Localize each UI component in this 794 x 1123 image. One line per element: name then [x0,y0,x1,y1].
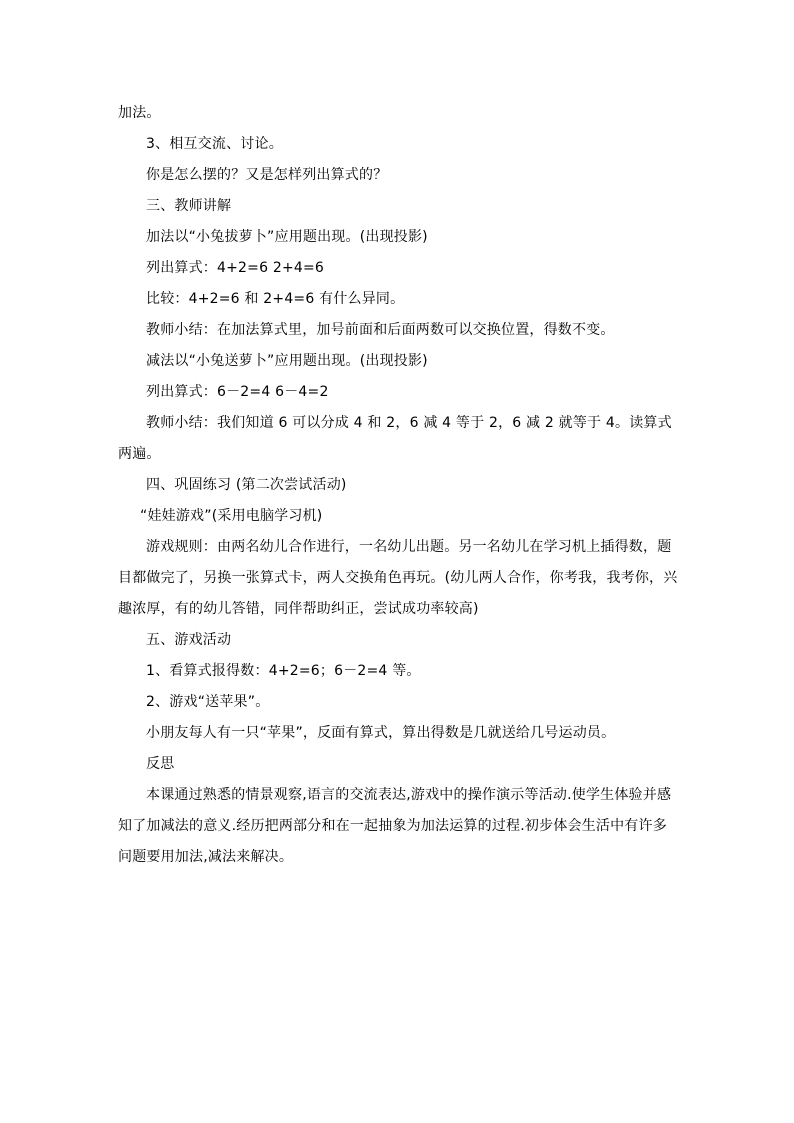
paragraph-addition-summary: 教师小结：在加法算式里，加号前面和后面两数可以交换位置，得数不变。 [146,322,615,338]
section-heading-game-activity: 五、游戏活动 [146,632,232,648]
paragraph-game-rules: 游戏规则：由两名幼儿合作进行，一名幼儿出题。另一名幼儿在学习机上插得数，题目都做完了，另换一张算式卡，两人交换角色再玩。(幼儿两人合作，你考我，我考你，兴趣浓厚，有的幼儿答错，同伴帮助纠正，尝试成功率较高) [118,539,678,617]
paragraph-question: 你是怎么摆的？又是怎样列出算式的？ [146,167,388,183]
paragraph-addition-problem: 加法以“小兔拔萝卜”应用题出现。(出现投影) [146,229,428,245]
paragraph-apple-game: 小朋友每人有一只“苹果”，反面有算式，算出得数是几就送给几号运动员。 [146,725,616,741]
paragraph-step-3: 3、相互交流、讨论。 [146,136,283,152]
paragraph-reflection: 本课通过熟悉的情景观察,语言的交流表达,游戏中的操作演示等活动.使学生体验并感知了加减法的意义.经历把两部分和在一起抽象为加法运算的过程.初步体会生活中有许多问题要用加法,减法来解决。 [118,787,672,865]
paragraph-doll-game: “娃娃游戏”(采用电脑学习机) [140,508,323,524]
paragraph-subtraction-problem: 减法以“小兔送萝卜”应用题出现。(出现投影) [146,353,428,369]
paragraph-continuation: 加法。 [118,105,161,121]
section-heading-reflection: 反思 [146,756,175,772]
section-heading-teacher-explanation: 三、教师讲解 [146,198,232,214]
paragraph-subtraction-summary: 教师小结：我们知道 6 可以分成 4 和 2，6 减 4 等于 2，6 减 2 就等于 4。读算式两遍。 [118,415,672,462]
paragraph-addition-formula: 列出算式：4+2=6 2+4=6 [146,260,325,276]
section-heading-consolidation: 四、巩固练习 (第二次尝试活动) [146,477,347,493]
paragraph-activity-1: 1、看算式报得数：4+2=6；6－2=4 等。 [146,663,421,679]
document-body [118,98,678,873]
paragraph-activity-2: 2、游戏“送苹果”。 [146,694,270,710]
paragraph-compare: 比较：4+2=6 和 2+4=6 有什么异同。 [146,291,405,307]
paragraph-subtraction-formula: 列出算式：6－2=4 6－4=2 [146,384,329,400]
